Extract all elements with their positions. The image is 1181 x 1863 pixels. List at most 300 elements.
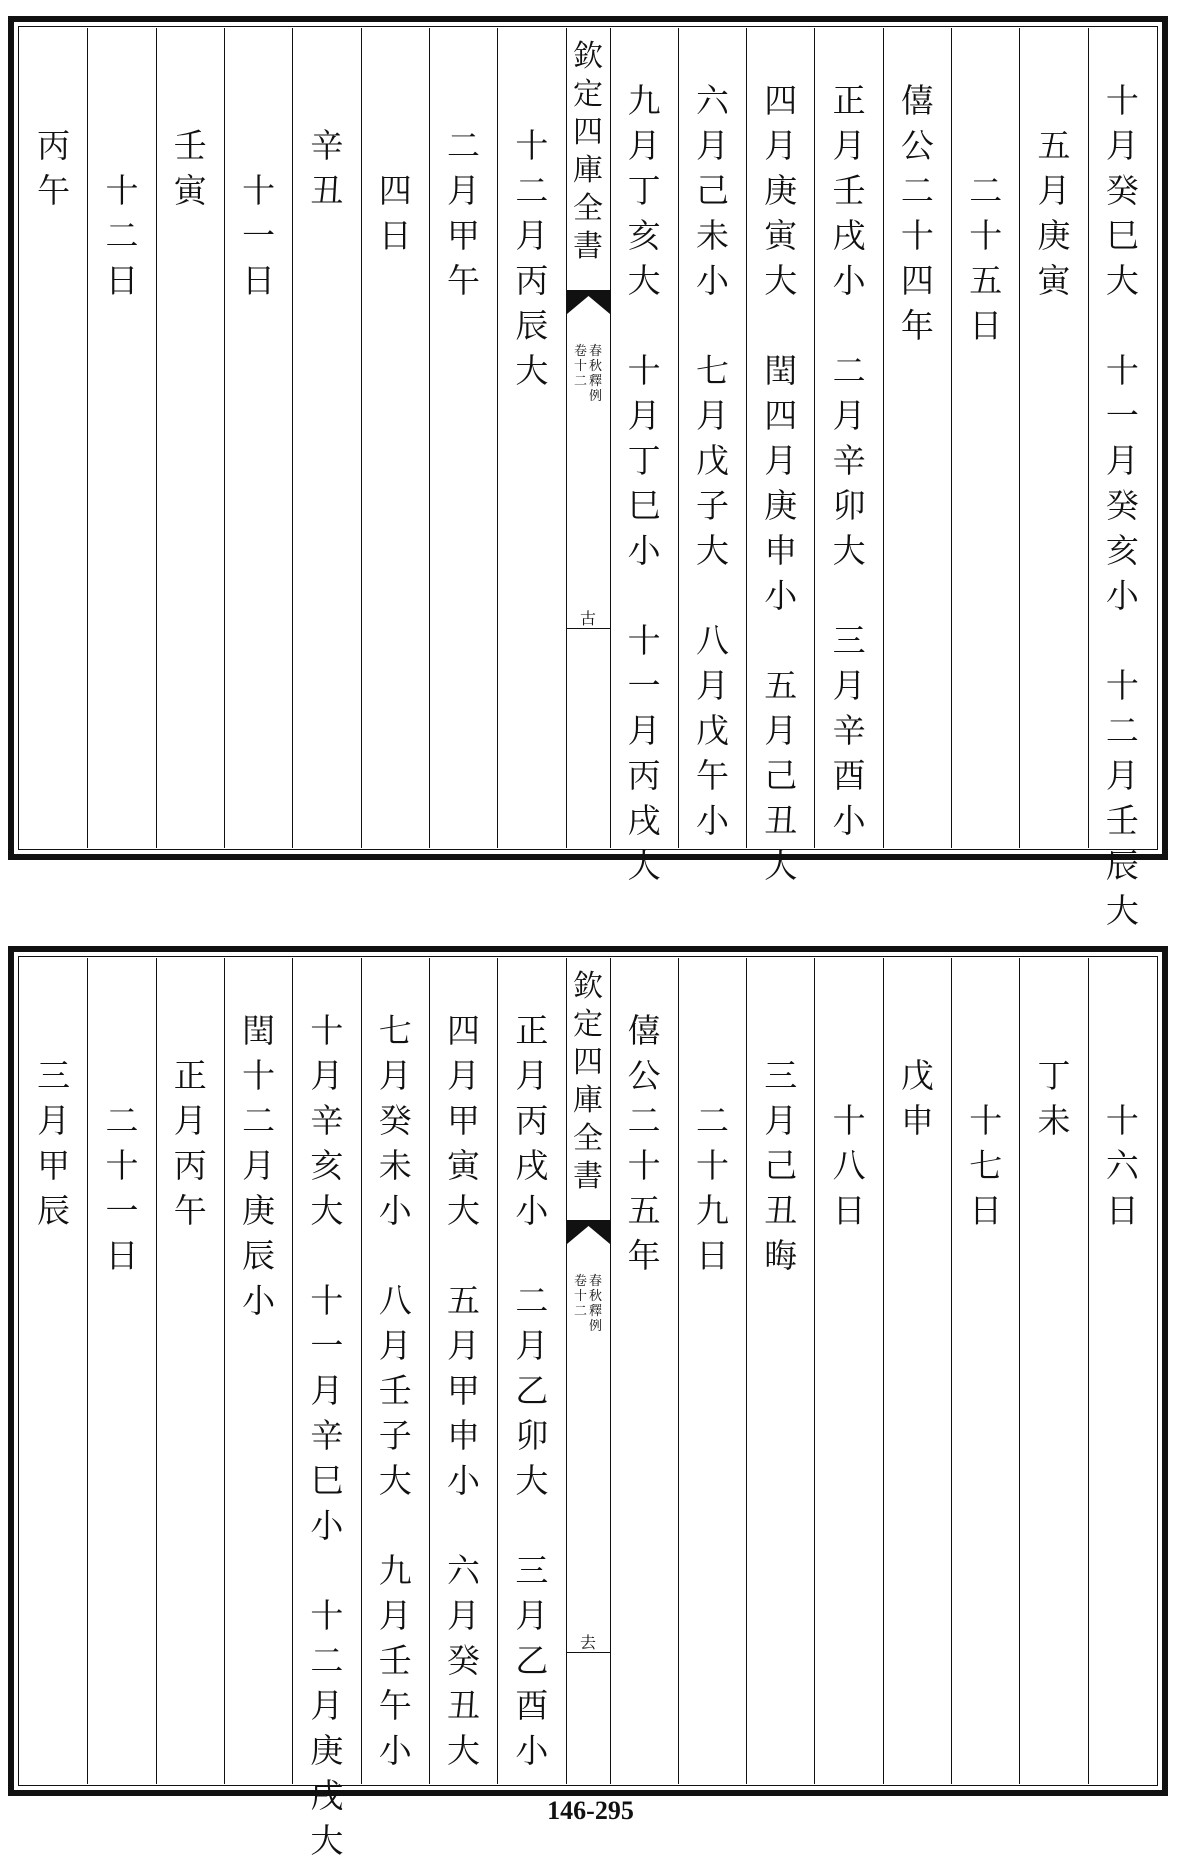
month-entry bbox=[696, 78, 729, 303]
month-entry bbox=[833, 78, 866, 303]
column-text bbox=[362, 78, 429, 258]
fish-tail-mark bbox=[567, 290, 610, 316]
column-text bbox=[157, 1008, 224, 1233]
glyph-char: 小 bbox=[1105, 576, 1139, 615]
info-char: 例 bbox=[589, 1319, 603, 1334]
glyph-char: 月 bbox=[764, 441, 798, 480]
glyph-char: 二 bbox=[900, 171, 934, 210]
glyph-char: 亥 bbox=[1105, 531, 1139, 570]
book-title bbox=[589, 1274, 602, 1334]
entry-gap bbox=[310, 1548, 343, 1593]
entry-gap bbox=[628, 573, 661, 618]
glyph-char: 月 bbox=[515, 1056, 549, 1095]
glyph-char: 甲 bbox=[447, 1371, 481, 1410]
glyph-char: 未 bbox=[695, 216, 729, 255]
glyph-char: 五 bbox=[969, 261, 1003, 300]
glyph-char: 四 bbox=[764, 81, 798, 120]
glyph-char: 辛 bbox=[310, 1416, 344, 1455]
info-char: 卷 bbox=[573, 344, 587, 359]
glyph-char: 戌 bbox=[832, 216, 866, 255]
text-column bbox=[1019, 958, 1087, 1784]
month-entry bbox=[696, 1098, 729, 1278]
glyph-char: 辰 bbox=[37, 1191, 71, 1230]
glyph-char: 四 bbox=[764, 396, 798, 435]
month-entry bbox=[37, 123, 70, 213]
month-entry bbox=[515, 1008, 548, 1233]
glyph-char: 丁 bbox=[1037, 1056, 1071, 1095]
entry-gap bbox=[515, 1233, 548, 1278]
text-column bbox=[429, 958, 497, 1784]
column-text bbox=[1089, 78, 1156, 933]
glyph-char: 庚 bbox=[310, 1731, 344, 1770]
title-char: 書 bbox=[573, 1159, 603, 1194]
glyph-char: 月 bbox=[1105, 126, 1139, 165]
indent-space bbox=[447, 78, 480, 123]
month-entry bbox=[379, 168, 412, 258]
indent-space bbox=[969, 1053, 1002, 1098]
entry-gap bbox=[833, 303, 866, 348]
text-column bbox=[814, 958, 882, 1784]
glyph-char: 六 bbox=[1105, 1146, 1139, 1185]
column-text bbox=[430, 1008, 497, 1773]
entry-gap bbox=[379, 1503, 412, 1548]
glyph-char: 日 bbox=[695, 1236, 729, 1275]
collection-title bbox=[567, 968, 610, 1196]
info-char: 秋 bbox=[589, 1289, 603, 1304]
glyph-char: 巳 bbox=[627, 486, 661, 525]
glyph-char: 月 bbox=[37, 1101, 71, 1140]
glyph-char: 亥 bbox=[310, 1146, 344, 1185]
text-column bbox=[292, 28, 360, 848]
glyph-char: 九 bbox=[627, 81, 661, 120]
text-columns bbox=[20, 28, 1156, 930]
month-entry bbox=[1106, 348, 1139, 618]
glyph-char: 月 bbox=[447, 1326, 481, 1365]
column-text bbox=[498, 78, 565, 393]
glyph-char: 午 bbox=[378, 1686, 412, 1725]
month-entry bbox=[37, 1053, 70, 1233]
text-column bbox=[678, 958, 746, 1784]
glyph-char: 卯 bbox=[515, 1416, 549, 1455]
glyph-char: 子 bbox=[695, 486, 729, 525]
glyph-char: 十 bbox=[105, 1146, 139, 1185]
glyph-char: 丙 bbox=[515, 1101, 549, 1140]
glyph-char: 月 bbox=[627, 396, 661, 435]
indent-space bbox=[105, 1008, 138, 1053]
glyph-char: 庚 bbox=[1037, 216, 1071, 255]
glyph-char: 三 bbox=[515, 1551, 549, 1590]
glyph-char: 大 bbox=[378, 1461, 412, 1500]
glyph-char: 五 bbox=[627, 1191, 661, 1230]
indent-space bbox=[969, 123, 1002, 168]
month-entry bbox=[901, 1053, 934, 1143]
glyph-char: 十 bbox=[1105, 666, 1139, 705]
collection-title bbox=[567, 38, 610, 266]
glyph-char: 九 bbox=[695, 1191, 729, 1230]
column-text bbox=[747, 1008, 814, 1278]
month-entry bbox=[1106, 1098, 1139, 1233]
title-char: 庫 bbox=[573, 153, 603, 188]
column-text bbox=[611, 1008, 678, 1278]
glyph-char: 丑 bbox=[447, 1686, 481, 1725]
glyph-char: 五 bbox=[447, 1281, 481, 1320]
column-text bbox=[815, 1008, 882, 1233]
indent-space bbox=[242, 78, 275, 123]
glyph-char: 十 bbox=[310, 1596, 344, 1635]
glyph-char: 戌 bbox=[627, 801, 661, 840]
glyph-char: 十 bbox=[1105, 351, 1139, 390]
glyph-char: 二 bbox=[515, 1281, 549, 1320]
glyph-char: 十 bbox=[1105, 1101, 1139, 1140]
glyph-char: 大 bbox=[310, 1821, 344, 1860]
glyph-char: 月 bbox=[378, 1056, 412, 1095]
glyph-char: 寅 bbox=[1037, 261, 1071, 300]
title-char: 庫 bbox=[573, 1083, 603, 1118]
glyph-char: 一 bbox=[105, 1191, 139, 1230]
folio-number: 去 bbox=[579, 1633, 596, 1652]
glyph-char: 日 bbox=[969, 306, 1003, 345]
glyph-char: 癸 bbox=[1105, 486, 1139, 525]
month-entry bbox=[447, 1278, 480, 1503]
title-char: 全 bbox=[573, 191, 603, 226]
glyph-char: 二 bbox=[1105, 711, 1139, 750]
text-column bbox=[429, 28, 497, 848]
glyph-char: 二 bbox=[105, 1101, 139, 1140]
glyph-char: 月 bbox=[1105, 756, 1139, 795]
glyph-char: 一 bbox=[1105, 396, 1139, 435]
glyph-char: 五 bbox=[764, 666, 798, 705]
glyph-char: 月 bbox=[310, 1056, 344, 1095]
glyph-char: 月 bbox=[378, 1596, 412, 1635]
column-text bbox=[679, 1008, 746, 1278]
entry-gap bbox=[628, 303, 661, 348]
glyph-char: 九 bbox=[378, 1551, 412, 1590]
info-char: 秋 bbox=[589, 359, 603, 374]
glyph-char: 月 bbox=[515, 216, 549, 255]
glyph-char: 月 bbox=[695, 126, 729, 165]
glyph-char: 大 bbox=[764, 846, 798, 885]
glyph-char: 月 bbox=[627, 126, 661, 165]
glyph-char: 二 bbox=[105, 216, 139, 255]
column-text bbox=[362, 1008, 429, 1773]
glyph-char: 日 bbox=[105, 261, 139, 300]
glyph-char: 公 bbox=[627, 1056, 661, 1095]
column-text bbox=[884, 78, 951, 348]
glyph-char: 十 bbox=[310, 1281, 344, 1320]
glyph-char: 小 bbox=[515, 1731, 549, 1770]
month-entry bbox=[969, 1098, 1002, 1233]
month-entry bbox=[447, 1008, 480, 1233]
text-column bbox=[883, 958, 951, 1784]
glyph-char: 大 bbox=[1105, 261, 1139, 300]
glyph-char: 七 bbox=[695, 351, 729, 390]
glyph-char: 癸 bbox=[1105, 171, 1139, 210]
glyph-char: 乙 bbox=[515, 1371, 549, 1410]
info-char: 十 bbox=[573, 359, 587, 374]
glyph-char: 庚 bbox=[764, 486, 798, 525]
glyph-char: 巳 bbox=[310, 1461, 344, 1500]
glyph-char: 日 bbox=[378, 216, 412, 255]
glyph-char: 月 bbox=[764, 711, 798, 750]
glyph-char: 小 bbox=[378, 1191, 412, 1230]
month-entry bbox=[901, 78, 934, 348]
glyph-char: 二 bbox=[310, 1641, 344, 1680]
info-char: 春 bbox=[589, 344, 603, 359]
glyph-char: 辛 bbox=[310, 1101, 344, 1140]
glyph-char: 月 bbox=[173, 1101, 207, 1140]
glyph-char: 午 bbox=[447, 261, 481, 300]
entry-gap bbox=[696, 573, 729, 618]
month-entry bbox=[628, 1008, 661, 1278]
glyph-char: 日 bbox=[832, 1191, 866, 1230]
info-char: 釋 bbox=[589, 1304, 603, 1319]
glyph-char: 辰 bbox=[1105, 846, 1139, 885]
column-text bbox=[88, 78, 155, 303]
glyph-char: 月 bbox=[627, 711, 661, 750]
glyph-char: 申 bbox=[764, 531, 798, 570]
month-entry bbox=[764, 1053, 797, 1278]
title-char: 書 bbox=[573, 229, 603, 264]
glyph-char: 三 bbox=[37, 1056, 71, 1095]
glyph-char: 丙 bbox=[173, 1146, 207, 1185]
glyph-char: 十 bbox=[515, 126, 549, 165]
glyph-char: 月 bbox=[447, 1596, 481, 1635]
indent-space bbox=[105, 123, 138, 168]
glyph-char: 小 bbox=[242, 1281, 276, 1320]
glyph-char: 大 bbox=[1105, 891, 1139, 930]
glyph-char: 小 bbox=[695, 801, 729, 840]
glyph-char: 二 bbox=[627, 1101, 661, 1140]
column-text bbox=[225, 1008, 292, 1323]
column-text bbox=[1020, 78, 1087, 303]
glyph-char: 八 bbox=[832, 1146, 866, 1185]
title-char: 定 bbox=[573, 77, 603, 112]
glyph-char: 月 bbox=[447, 171, 481, 210]
column-text bbox=[1089, 1008, 1156, 1233]
glyph-char: 十 bbox=[969, 1101, 1003, 1140]
glyph-char: 酉 bbox=[832, 756, 866, 795]
glyph-char: 三 bbox=[764, 1056, 798, 1095]
center-fold bbox=[566, 958, 610, 1784]
entry-gap bbox=[696, 303, 729, 348]
glyph-char: 壬 bbox=[173, 126, 207, 165]
fish-tail-mark bbox=[567, 1220, 610, 1246]
glyph-char: 三 bbox=[832, 621, 866, 660]
glyph-char: 辛 bbox=[310, 126, 344, 165]
glyph-char: 十 bbox=[627, 621, 661, 660]
page-number: 146-295 bbox=[547, 1796, 634, 1825]
book-info bbox=[571, 1274, 606, 1334]
glyph-char: 戌 bbox=[515, 1146, 549, 1185]
month-entry bbox=[515, 1278, 548, 1503]
indent-space bbox=[105, 1053, 138, 1098]
indent-space bbox=[515, 78, 548, 123]
glyph-char: 八 bbox=[695, 621, 729, 660]
info-char: 卷 bbox=[573, 1274, 587, 1289]
entry-gap bbox=[764, 303, 797, 348]
glyph-char: 丁 bbox=[627, 171, 661, 210]
book-info bbox=[571, 344, 606, 404]
text-column bbox=[224, 958, 292, 1784]
text-column bbox=[883, 28, 951, 848]
glyph-char: 日 bbox=[1105, 1191, 1139, 1230]
glyph-char: 正 bbox=[173, 1056, 207, 1095]
glyph-char: 四 bbox=[378, 171, 412, 210]
column-text bbox=[293, 78, 360, 213]
glyph-char: 己 bbox=[764, 1146, 798, 1185]
glyph-char: 六 bbox=[447, 1551, 481, 1590]
column-text bbox=[815, 78, 882, 843]
month-entry bbox=[242, 168, 275, 303]
month-entry bbox=[764, 78, 797, 303]
glyph-char: 未 bbox=[1037, 1101, 1071, 1140]
glyph-char: 十 bbox=[105, 171, 139, 210]
glyph-char: 七 bbox=[969, 1146, 1003, 1185]
indent-space bbox=[696, 1053, 729, 1098]
glyph-char: 壬 bbox=[832, 171, 866, 210]
glyph-char: 子 bbox=[378, 1416, 412, 1455]
glyph-char: 辛 bbox=[832, 711, 866, 750]
column-text bbox=[498, 1008, 565, 1773]
glyph-char: 十 bbox=[900, 216, 934, 255]
text-column bbox=[292, 958, 360, 1860]
indent-space bbox=[174, 78, 207, 123]
title-char: 全 bbox=[573, 1121, 603, 1156]
glyph-char: 庚 bbox=[764, 171, 798, 210]
text-column bbox=[361, 958, 429, 1784]
center-fold bbox=[566, 28, 610, 848]
glyph-char: 丑 bbox=[764, 801, 798, 840]
month-entry bbox=[310, 123, 343, 213]
text-column bbox=[497, 958, 565, 1784]
glyph-char: 一 bbox=[310, 1326, 344, 1365]
month-entry bbox=[1106, 663, 1139, 933]
column-text bbox=[293, 1008, 360, 1863]
indent-space bbox=[969, 1008, 1002, 1053]
month-entry bbox=[1038, 1053, 1071, 1143]
glyph-char: 大 bbox=[447, 1731, 481, 1770]
month-entry bbox=[628, 78, 661, 303]
glyph-char: 月 bbox=[1105, 441, 1139, 480]
glyph-char: 月 bbox=[1037, 171, 1071, 210]
glyph-char: 月 bbox=[242, 1146, 276, 1185]
glyph-char: 大 bbox=[310, 1191, 344, 1230]
glyph-char: 一 bbox=[242, 216, 276, 255]
month-entry bbox=[447, 123, 480, 303]
entry-gap bbox=[515, 1503, 548, 1548]
column-text bbox=[225, 78, 292, 303]
top-page bbox=[8, 16, 1168, 930]
glyph-char: 四 bbox=[447, 1011, 481, 1050]
text-column bbox=[20, 958, 87, 1784]
text-column bbox=[746, 958, 814, 1784]
juan-number bbox=[574, 344, 587, 404]
text-column bbox=[87, 958, 155, 1784]
month-entry bbox=[696, 618, 729, 843]
glyph-char: 丙 bbox=[515, 261, 549, 300]
glyph-char: 大 bbox=[627, 846, 661, 885]
text-column bbox=[156, 28, 224, 848]
indent-space bbox=[969, 78, 1002, 123]
glyph-char: 月 bbox=[447, 1056, 481, 1095]
text-column bbox=[610, 28, 678, 885]
column-text bbox=[20, 78, 87, 213]
glyph-char: 閏 bbox=[764, 351, 798, 390]
glyph-char: 戊 bbox=[695, 711, 729, 750]
glyph-char: 二 bbox=[447, 126, 481, 165]
glyph-char: 一 bbox=[627, 666, 661, 705]
indent-space bbox=[379, 123, 412, 168]
glyph-char: 七 bbox=[378, 1011, 412, 1050]
glyph-char: 正 bbox=[515, 1011, 549, 1050]
text-column bbox=[610, 958, 678, 1784]
indent-space bbox=[310, 78, 343, 123]
glyph-char: 甲 bbox=[447, 1101, 481, 1140]
title-char: 欽 bbox=[573, 39, 603, 74]
indent-space bbox=[901, 1008, 934, 1053]
entry-gap bbox=[1106, 303, 1139, 348]
glyph-char: 寅 bbox=[764, 216, 798, 255]
glyph-char: 丁 bbox=[627, 441, 661, 480]
glyph-char: 大 bbox=[447, 1191, 481, 1230]
glyph-char: 正 bbox=[832, 81, 866, 120]
glyph-char: 辛 bbox=[832, 441, 866, 480]
month-entry bbox=[833, 1098, 866, 1233]
glyph-char: 日 bbox=[242, 261, 276, 300]
month-entry bbox=[447, 1548, 480, 1773]
glyph-char: 小 bbox=[378, 1731, 412, 1770]
column-text bbox=[611, 78, 678, 888]
month-entry bbox=[379, 1008, 412, 1233]
entry-gap bbox=[833, 573, 866, 618]
month-entry bbox=[174, 123, 207, 213]
glyph-char: 晦 bbox=[764, 1236, 798, 1275]
glyph-char: 大 bbox=[832, 531, 866, 570]
text-column bbox=[951, 28, 1019, 848]
glyph-char: 戊 bbox=[695, 441, 729, 480]
glyph-char: 十 bbox=[242, 1056, 276, 1095]
indent-space bbox=[1038, 78, 1071, 123]
entry-gap bbox=[310, 1233, 343, 1278]
glyph-char: 酉 bbox=[515, 1686, 549, 1725]
glyph-char: 月 bbox=[515, 1326, 549, 1365]
glyph-char: 二 bbox=[515, 171, 549, 210]
month-entry bbox=[833, 348, 866, 573]
glyph-char: 月 bbox=[378, 1326, 412, 1365]
month-entry bbox=[515, 123, 548, 393]
indent-space bbox=[379, 78, 412, 123]
column-text bbox=[430, 78, 497, 303]
glyph-char: 小 bbox=[764, 576, 798, 615]
indent-space bbox=[37, 1008, 70, 1053]
glyph-char: 四 bbox=[900, 261, 934, 300]
glyph-char: 日 bbox=[969, 1191, 1003, 1230]
column-text bbox=[88, 1008, 155, 1278]
glyph-char: 十 bbox=[310, 1011, 344, 1050]
glyph-char: 辰 bbox=[242, 1236, 276, 1275]
info-char: 春 bbox=[589, 1274, 603, 1289]
month-entry bbox=[628, 348, 661, 573]
glyph-char: 十 bbox=[627, 1146, 661, 1185]
indent-space bbox=[833, 1008, 866, 1053]
glyph-char: 癸 bbox=[447, 1641, 481, 1680]
glyph-char: 二 bbox=[969, 171, 1003, 210]
glyph-char: 午 bbox=[37, 171, 71, 210]
glyph-char: 甲 bbox=[37, 1146, 71, 1185]
column-text bbox=[952, 78, 1019, 348]
glyph-char: 二 bbox=[832, 351, 866, 390]
month-entry bbox=[242, 1008, 275, 1323]
